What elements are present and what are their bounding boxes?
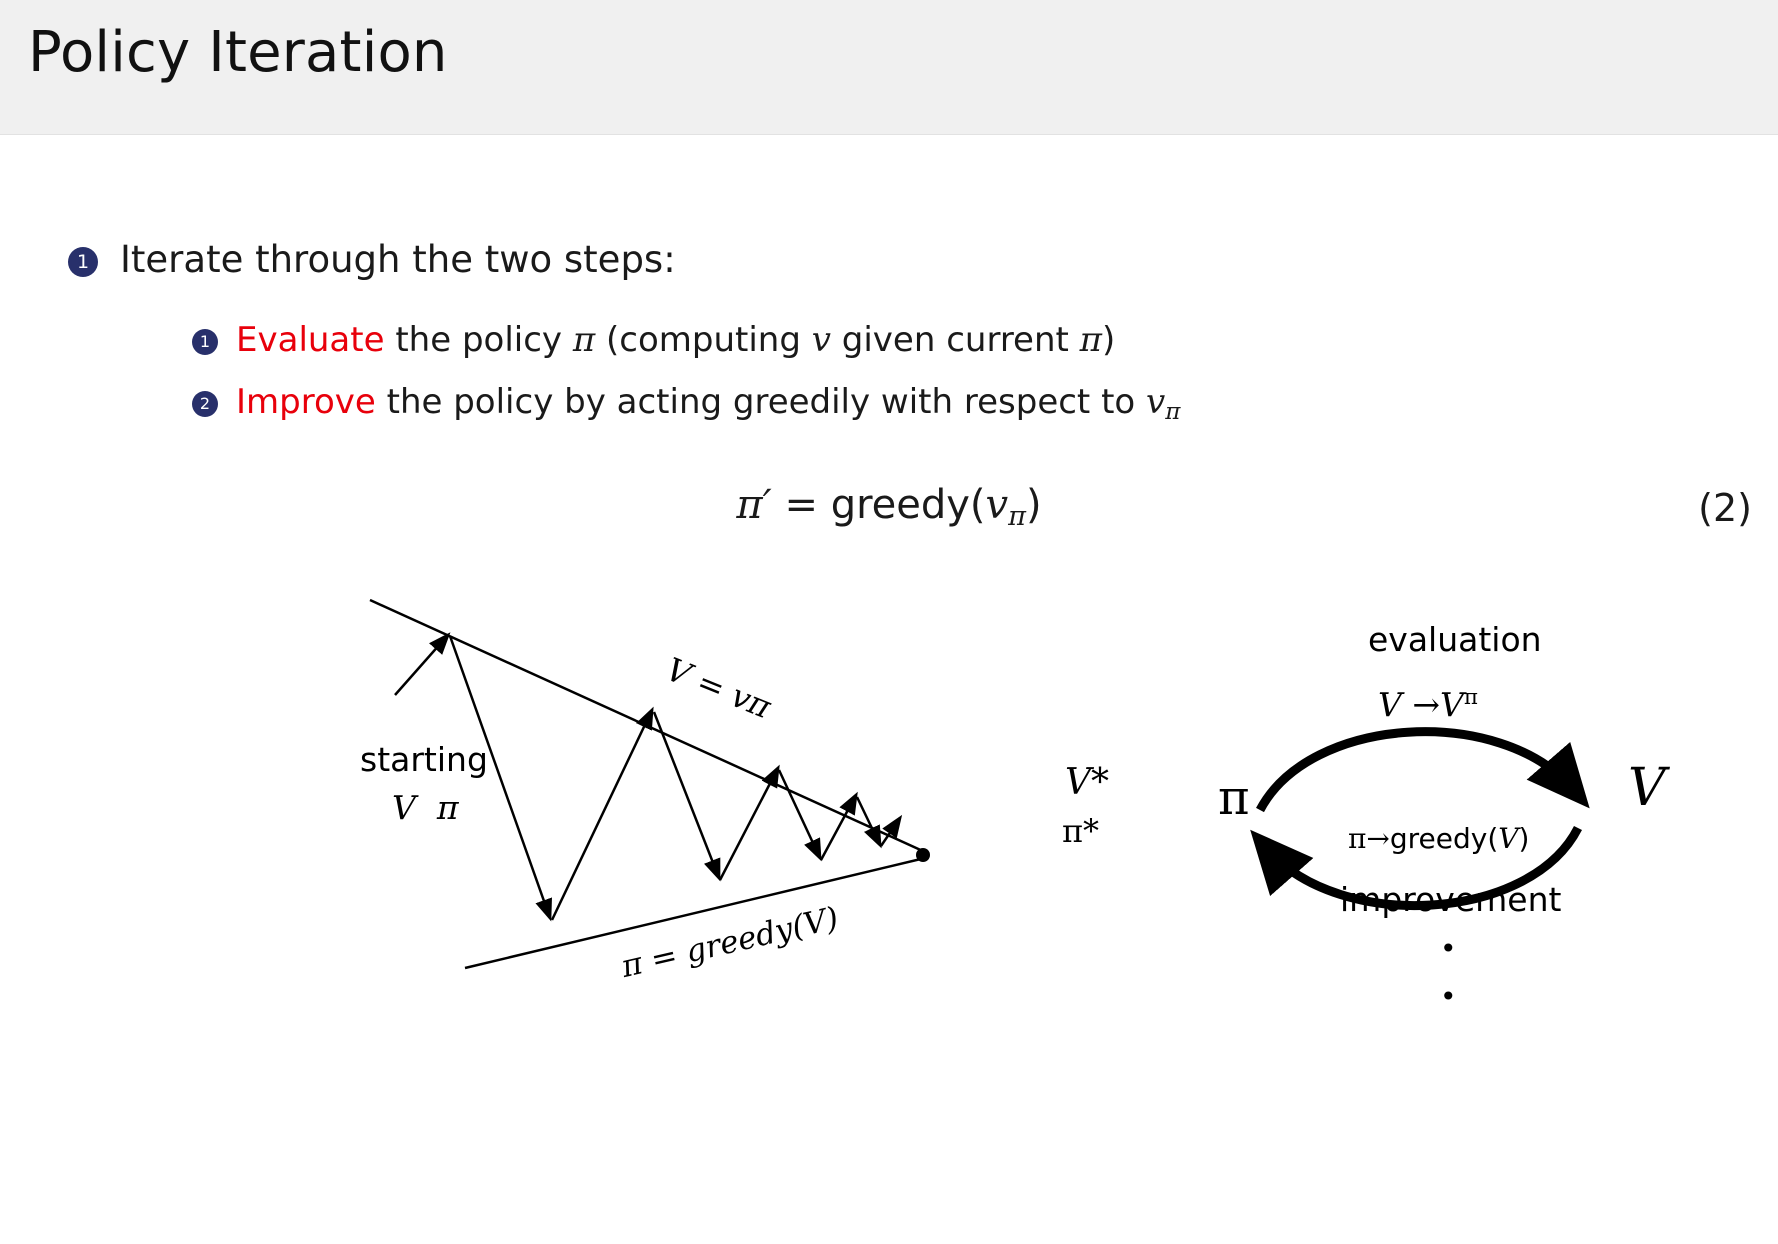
sub2-text-a: the policy by acting greedily with respect to bbox=[375, 382, 1147, 422]
sub1-pi2: π bbox=[1079, 320, 1103, 360]
page-title: Policy Iteration bbox=[28, 20, 448, 85]
label-bottom-pi-text: π bbox=[618, 945, 646, 986]
sub1-text-c: given current bbox=[830, 320, 1080, 360]
bullet-marker-1: 1 bbox=[68, 247, 98, 277]
label-v-star: V* bbox=[1065, 762, 1109, 803]
label-top-vpi-sup: π bbox=[1463, 685, 1478, 710]
sub2-v-subscript: π bbox=[1165, 398, 1181, 425]
equation-number: (2) bbox=[1698, 486, 1752, 530]
sub1-text-a: the policy bbox=[384, 320, 573, 360]
equation-pi-prime: π′ bbox=[736, 482, 772, 528]
label-bottom-arrow: → bbox=[1366, 822, 1390, 855]
label-improvement: improvement bbox=[1340, 880, 1562, 919]
ellipsis-dot-1: • bbox=[1440, 932, 1457, 965]
label-top-v: V bbox=[1378, 685, 1402, 724]
label-v-text: V bbox=[660, 650, 697, 694]
equation-greedy bbox=[0, 482, 1778, 532]
equation-greedy-label: greedy( bbox=[830, 482, 986, 528]
equation-equals: = bbox=[784, 482, 818, 528]
bullet-item-1-1 bbox=[192, 320, 1115, 360]
equation-close-paren: ) bbox=[1026, 482, 1042, 528]
sub1-text-d: ) bbox=[1102, 320, 1116, 360]
bullet-item-1-2 bbox=[192, 382, 1180, 425]
sub1-v: v bbox=[811, 320, 831, 360]
label-bottom-greedy: greedy( bbox=[1389, 822, 1499, 855]
label-top-vpi: V bbox=[1440, 685, 1464, 724]
figure-area bbox=[0, 620, 1778, 1240]
label-top-arrow: → bbox=[1412, 685, 1440, 724]
label-bottom-greedy-text: greedy(V) bbox=[682, 900, 842, 971]
bullet-item-1 bbox=[68, 238, 676, 281]
label-bottom-close: ) bbox=[1518, 822, 1530, 855]
label-pi-star: π* bbox=[1062, 812, 1100, 850]
label-bottom-v: V bbox=[1498, 822, 1519, 855]
label-bottom-pi: π bbox=[1348, 822, 1367, 855]
label-v-to-vpi bbox=[1378, 685, 1478, 724]
label-starting: starting bbox=[360, 740, 488, 779]
label-cycle-pi: π bbox=[1218, 770, 1250, 826]
evaluate-keyword: Evaluate bbox=[236, 320, 385, 360]
bullet-marker-1-2: 2 bbox=[192, 391, 218, 417]
label-bottom-eq-text: = bbox=[647, 937, 681, 979]
equation-v: v bbox=[985, 482, 1009, 528]
label-pi-to-greedy-v bbox=[1348, 822, 1529, 855]
sub2-v: v bbox=[1146, 382, 1166, 422]
label-starting-v-text: V bbox=[392, 788, 416, 827]
label-starting-pi-text: π bbox=[436, 788, 459, 827]
label-starting-v bbox=[392, 788, 459, 827]
sub1-pi: π bbox=[572, 320, 596, 360]
label-vpi-text: vπ bbox=[725, 676, 777, 727]
label-cycle-v: V bbox=[1628, 758, 1666, 818]
bullet-marker-1-1: 1 bbox=[192, 329, 218, 355]
ellipsis-dot-2: • bbox=[1440, 980, 1457, 1013]
label-evaluation: evaluation bbox=[1368, 620, 1542, 659]
label-eq-text: = bbox=[691, 662, 731, 708]
improve-keyword: Improve bbox=[236, 382, 376, 422]
bullet-text-1: Iterate through the two steps: bbox=[120, 238, 676, 281]
sub1-text-b: (computing bbox=[595, 320, 812, 360]
equation-v-subscript: π bbox=[1008, 500, 1027, 532]
